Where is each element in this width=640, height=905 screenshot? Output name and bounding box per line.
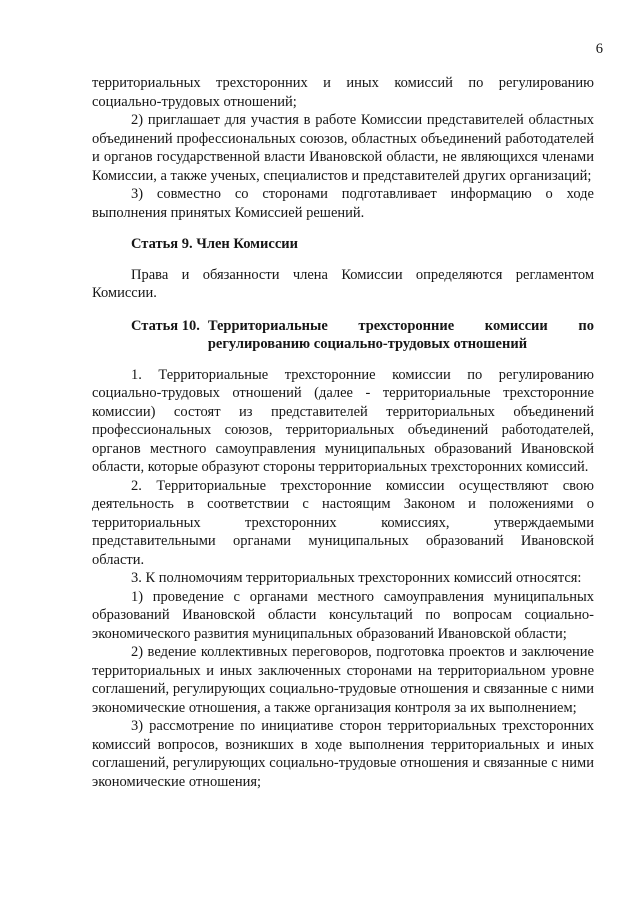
article-10-title: Территориальные трехсторонние комиссии по регулированию социально-трудовых отношений [207,317,594,352]
article-10-heading [92,317,594,354]
article-9-heading: Статья 9. Член Комиссии [131,236,298,252]
article-9-text: Права и обязанности члена Комиссии определяются регламентом Комиссии. [92,266,594,301]
article-10-number: Статья 10. [131,317,200,334]
article-10-paragraph: 1) проведение с органами местного самоуправления муниципальных образований Ивановской области консультаций по вопросам социально-экономического развития муниципальных образований Ивановской области; [92,588,594,642]
paragraph-continuation: территориальных трехсторонних и иных комиссий по регулированию социально-трудовых отношений; [92,75,594,110]
article-10-paragraph: 2) ведение коллективных переговоров, подготовка проектов и заключение территориальных и иных заключенных сторонами на территориальном уровне соглашений, регулирующих социально-трудовые отношения и связанные с ними экономические отношения, а также организация контроля за их выполнением; [92,644,594,716]
page-number: 6 [595,41,603,57]
article-10-paragraph: 3) рассмотрение по инициативе сторон территориальных трехсторонних комиссий вопросов, возникших в ходе выполнения территориальных и иных соглашений, регулирующих социально-трудовые отношения и связанные с ними экономические отношения; [92,718,594,790]
document-body [92,74,594,791]
article-10-paragraph: 1. Территориальные трехсторонние комиссии по регулированию социально-трудовых отношений (далее - территориальные трехсторонние комиссии) состоят из представителей территориальных объединений профессиональных союзов, территориальных объединений работодателей, органов местного самоуправления муниципальных образований Ивановской области, которые образуют стороны территориальных трехсторонних комиссий. [92,366,594,475]
paragraph-item-3: 3) совместно со сторонами подготавливает информацию о ходе выполнения принятых Комиссией решений. [92,186,594,221]
paragraph-item-2: 2) приглашает для участия в работе Комиссии представителей областных объединений профессиональных союзов, областных объединений работодателей и органов государственной власти Ивановской области, не являющихся членами Комиссии, а также ученых, специалистов и представителей других организаций; [92,112,594,184]
article-10-paragraph: 3. К полномочиям территориальных трехсторонних комиссий относятся: [131,570,582,586]
article-10-paragraph: 2. Территориальные трехсторонние комиссии осуществляют свою деятельность в соответствии с настоящим Законом и положениями о территориальных трехсторонних комиссиях, утверждаемыми представительными органами муниципальных образований Ивановской области. [92,477,594,568]
